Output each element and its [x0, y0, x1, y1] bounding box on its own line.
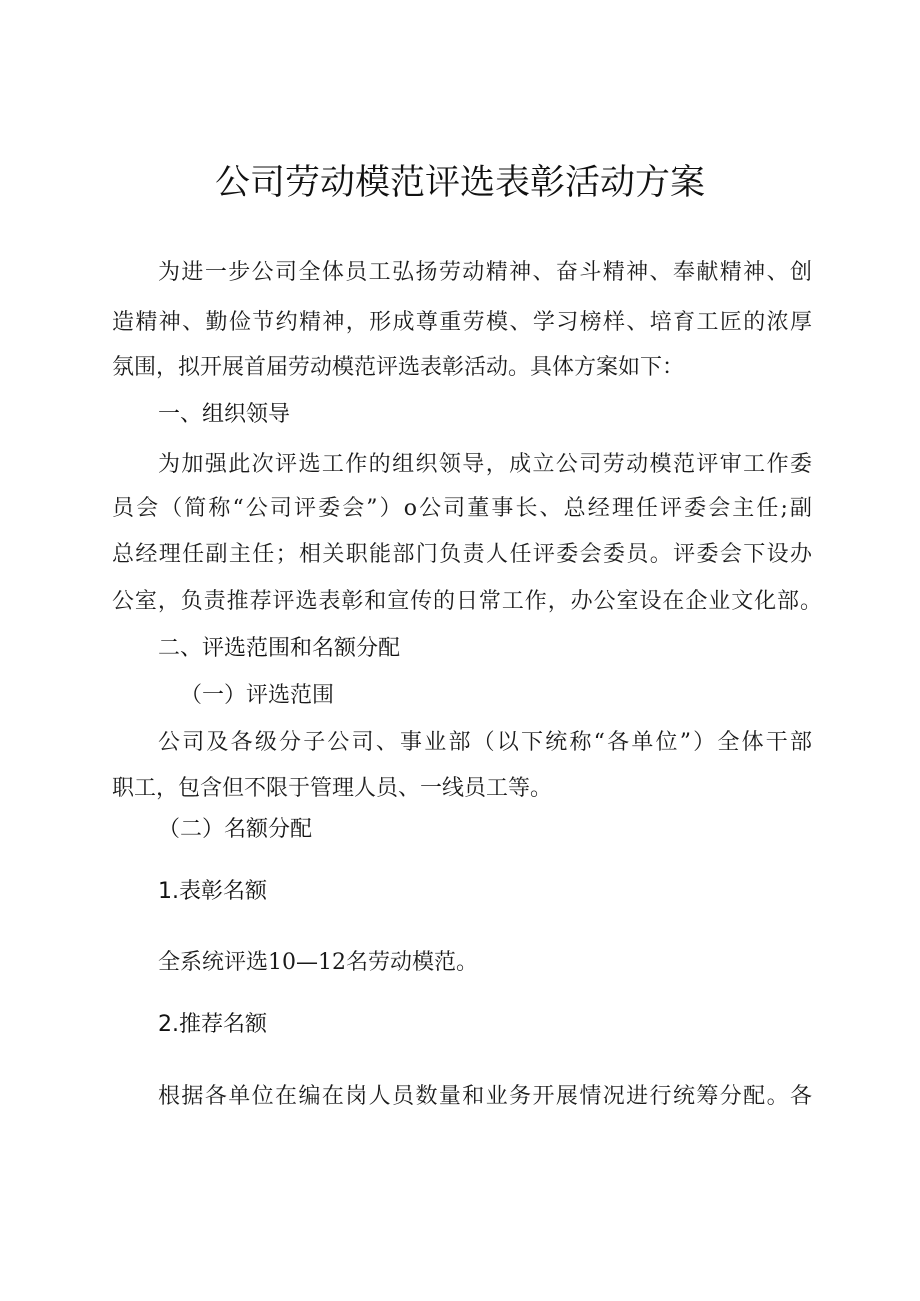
sub1-line-1: 公司及各级分子公司、事业部（以下统称“各单位”）全体干部	[158, 730, 812, 755]
intro-line-1: 为进一步公司全体员工弘扬劳动精神、奋斗精神、奉献精神、创	[158, 260, 812, 285]
intro-line-3: 氛围，拟开展首届劳动模范评选表彰活动。具体方案如下：	[112, 355, 685, 380]
section1-line-2: 员会（简称“公司评委会”）o公司董事长、总经理任评委会主任;副	[112, 496, 812, 521]
section1-heading: 一、组织领导	[158, 402, 291, 427]
document-title: 公司劳动模范评选表彰活动方案	[214, 163, 705, 203]
item1-text: 全系统评选10—12名劳动模范。	[158, 950, 478, 975]
sub2-heading: （二）名额分配	[158, 817, 313, 842]
section1-line-1: 为加强此次评选工作的组织领导，成立公司劳动模范评审工作委	[158, 452, 812, 477]
sub1-heading: （一）评选范围	[180, 683, 335, 708]
item2-heading: 2.推荐名额	[158, 1012, 267, 1037]
intro-line-2: 造精神、勤俭节约精神，形成尊重劳模、学习榜样、培育工匠的浓厚	[112, 310, 812, 335]
section2-heading: 二、评选范围和名额分配	[158, 636, 401, 661]
item1-heading: 1.表彰名额	[158, 879, 267, 904]
section1-line-3: 总经理任副主任；相关职能部门负责人任评委会委员。评委会下设办	[112, 542, 812, 567]
section1-line-4: 公室，负责推荐评选表彰和宣传的日常工作，办公室设在企业文化部。	[112, 589, 822, 614]
item2-text: 根据各单位在编在岗人员数量和业务开展情况进行统筹分配。各	[158, 1084, 812, 1109]
sub1-line-2: 职工，包含但不限于管理人员、一线员工等。	[112, 776, 553, 801]
